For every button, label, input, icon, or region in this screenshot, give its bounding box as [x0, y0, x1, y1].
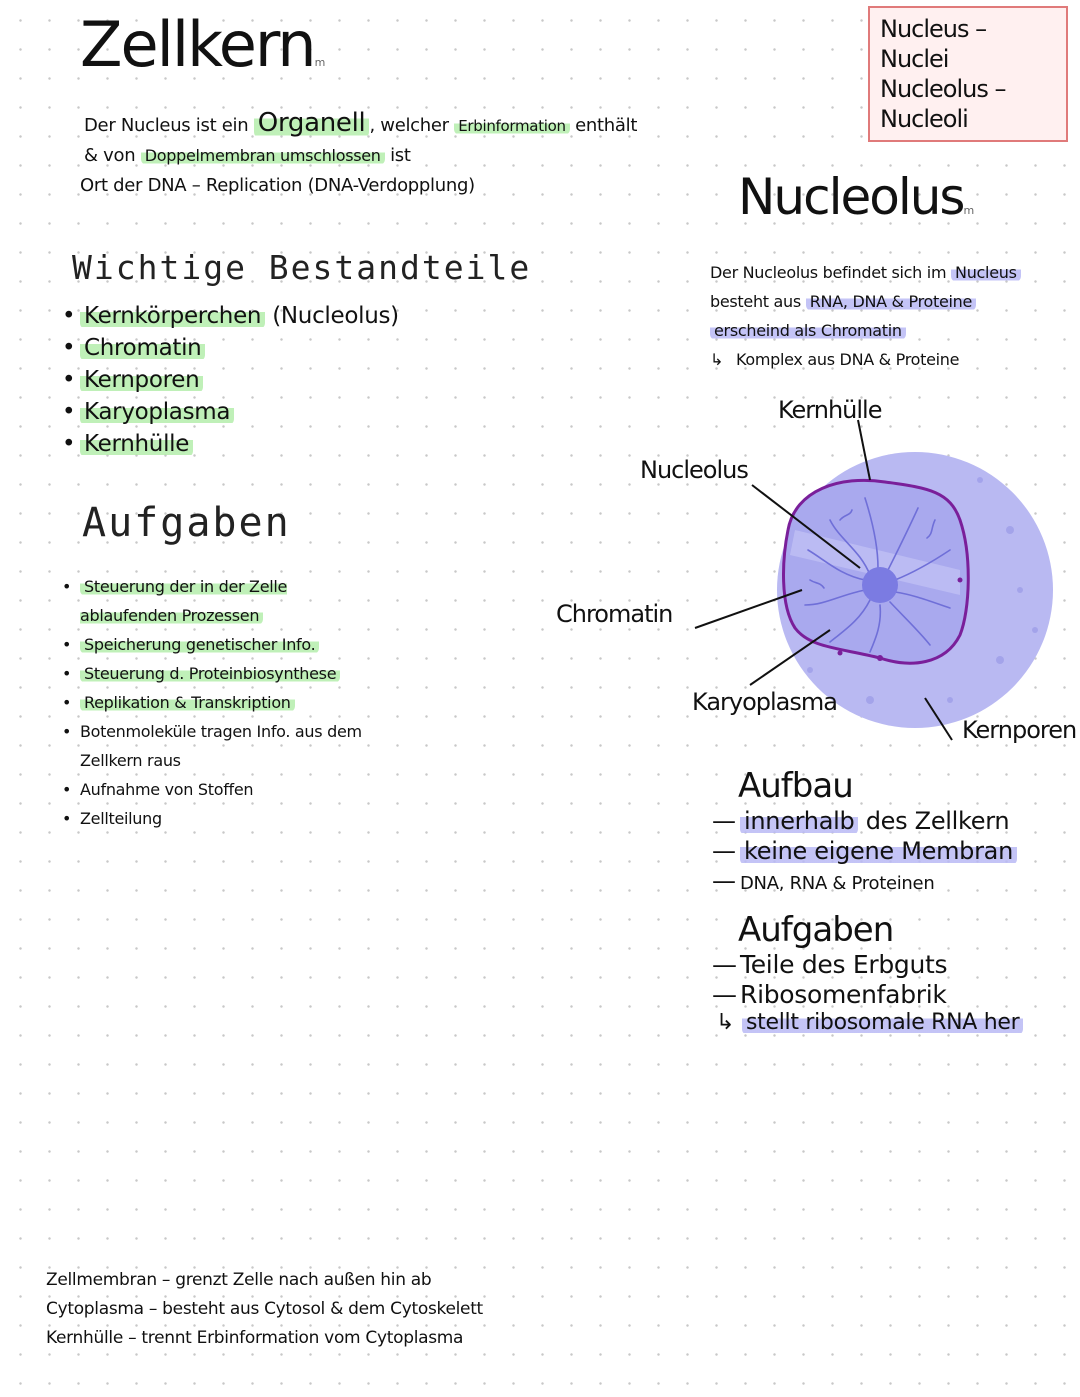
intro-line-3: Ort der DNA – Replication (DNA-Verdopplung)	[80, 175, 475, 196]
task-item-label: Botenmoleküle tragen Info. aus dem Zellkern raus	[80, 722, 362, 770]
tasks2-item: — Teile des Erbguts	[712, 950, 947, 980]
component-item	[62, 364, 399, 396]
intro-text: & von	[84, 145, 136, 166]
nucleolus-line-4: ↳ Komplex aus DNA & Proteine	[710, 345, 1060, 374]
page-title-suffix: m	[314, 56, 324, 69]
structure-item-highlight: innerhalb	[740, 807, 858, 835]
nucleolus-title	[738, 168, 972, 226]
nucleolus-line-1	[710, 258, 1060, 287]
label-kernhuelle: Kernhülle	[778, 396, 882, 424]
task-item-label: Steuerung d. Proteinbiosynthese	[80, 664, 340, 683]
intro-text: enthält	[575, 115, 638, 136]
structure-item	[712, 866, 1017, 899]
components-list	[62, 300, 399, 460]
component-item	[62, 300, 399, 332]
component-item	[62, 332, 399, 364]
component-item-label: Kernporen	[80, 367, 203, 393]
task-item-label: Aufnahme von Stoffen	[80, 780, 254, 799]
component-item-label: Kernhülle	[80, 431, 193, 457]
structure-item	[712, 806, 1017, 836]
highlight-nucleus: Nucleus	[951, 263, 1021, 282]
highlight-ribosomale-rna: stellt ribosomale RNA her	[742, 1010, 1023, 1035]
structure-item	[712, 836, 1017, 866]
page-title	[80, 8, 323, 81]
footer-notes	[46, 1266, 483, 1353]
component-item-label: Kernkörperchen	[80, 303, 265, 329]
tasks2-arrow-line	[716, 1010, 1080, 1035]
footer-line-cytoplasma: Cytoplasma – besteht aus Cytosol & dem Cytoskelett	[46, 1299, 483, 1319]
nucleolus-line-3	[710, 316, 1060, 345]
page-title-text: Zellkern	[80, 8, 315, 81]
task-item-label: Steuerung der in der Zelle ablaufenden Prozessen	[80, 577, 288, 625]
label-chromatin: Chromatin	[556, 600, 673, 628]
nucleolus-line-2	[710, 287, 1060, 316]
label-kernporen: Kernporen	[962, 716, 1077, 744]
intro-line-1	[84, 108, 684, 141]
intro-paragraph	[80, 108, 684, 201]
label-karyoplasma: Karyoplasma	[692, 688, 837, 716]
footer-line-zellmembran: Zellmembran – grenzt Zelle nach außen hin ab	[46, 1270, 432, 1290]
tasks2-list	[712, 950, 947, 1010]
task-item-label: Speicherung genetischer Info.	[80, 635, 319, 654]
nucleolus-title-suffix: m	[963, 204, 973, 217]
structure-heading: Aufbau	[738, 766, 853, 806]
structure-item-text: DNA, RNA & Proteinen	[740, 873, 935, 894]
component-item-label: Karyoplasma	[80, 399, 234, 425]
tasks-list	[62, 572, 362, 833]
structure-item-text: des Zellkern	[858, 807, 1010, 835]
task-item	[62, 572, 362, 630]
plural-box	[868, 6, 1068, 142]
structure-list	[712, 806, 1017, 899]
plural-line-nucleolus: Nucleolus – Nucleoli	[880, 75, 1006, 133]
label-nucleolus: Nucleolus	[640, 456, 748, 484]
intro-text: ist	[390, 145, 411, 166]
structure-item-highlight: keine eigene Membran	[740, 837, 1017, 865]
nucleolus-text: Der Nucleolus befindet sich im	[710, 263, 947, 282]
component-item	[62, 396, 399, 428]
task-item	[62, 630, 362, 659]
task-item	[62, 688, 362, 717]
task-item	[62, 804, 362, 833]
task-item	[62, 717, 362, 775]
component-item-note: (Nucleolus)	[265, 303, 399, 329]
task-item-label: Zellteilung	[80, 809, 162, 828]
highlight-chromatin: erscheind als Chromatin	[710, 321, 906, 340]
intro-line-2	[84, 141, 684, 171]
tasks2-heading: Aufgaben	[738, 910, 894, 950]
highlight-organell: Organell	[254, 108, 370, 138]
intro-text: , welcher	[369, 115, 449, 136]
nucleolus-description	[710, 258, 1060, 374]
highlight-doppelmembran: Doppelmembran umschlossen	[141, 146, 385, 165]
intro-text: Der Nucleus ist ein	[84, 115, 249, 136]
nucleolus-text: besteht aus	[710, 292, 801, 311]
highlight-erbinformation: Erbinformation	[454, 117, 570, 135]
tasks-heading: Aufgaben	[82, 500, 291, 546]
highlight-rna-dna-proteine: RNA, DNA & Proteine	[806, 292, 976, 311]
task-item-label: Replikation & Transkription	[80, 693, 295, 712]
component-item-label: Chromatin	[80, 335, 205, 361]
task-item	[62, 775, 362, 804]
components-heading: Wichtige Bestandteile	[72, 248, 532, 287]
tasks2-item: — Ribosomenfabrik	[712, 980, 947, 1010]
nucleolus-title-text: Nucleolus	[738, 168, 964, 226]
task-item	[62, 659, 362, 688]
diagram-nucleolus-core	[862, 567, 898, 603]
footer-line-kernhuelle: Kernhülle – trennt Erbinformation vom Cytoplasma	[46, 1328, 464, 1348]
component-item	[62, 428, 399, 460]
plural-line-nucleus: Nucleus – Nuclei	[880, 15, 987, 73]
